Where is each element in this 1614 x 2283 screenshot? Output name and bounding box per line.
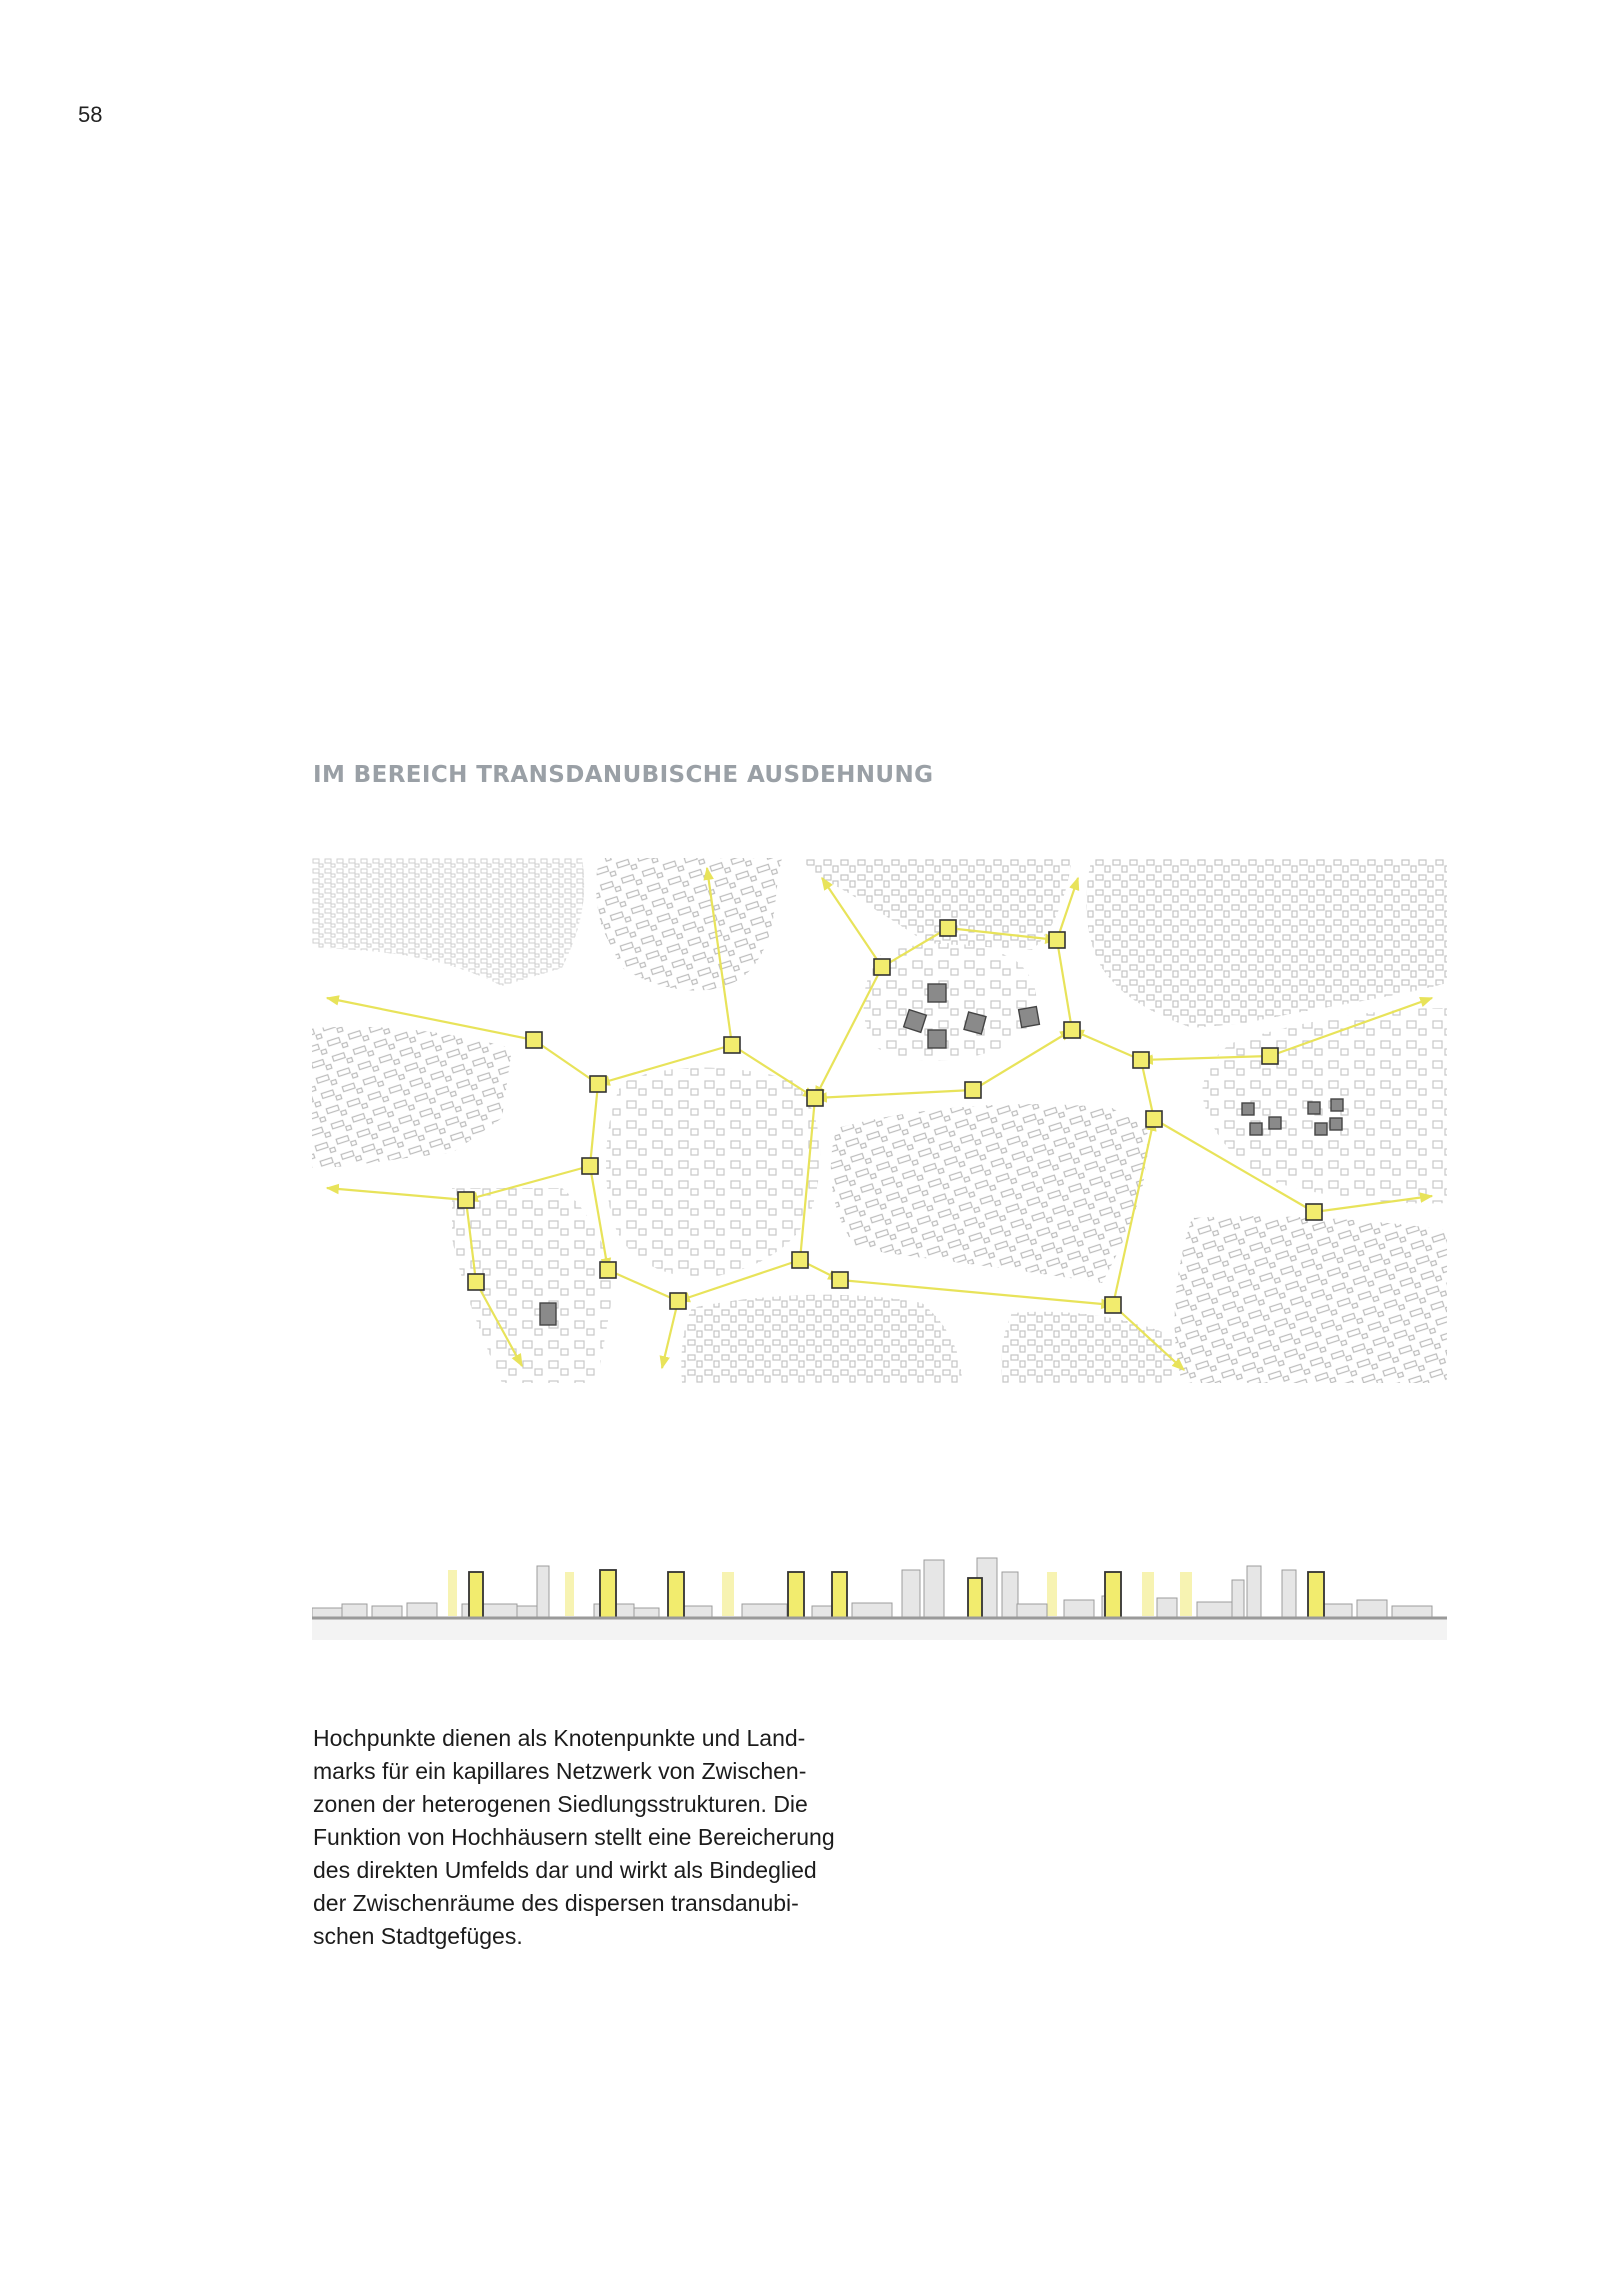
network-plan-figure (312, 858, 1447, 1383)
network-node (670, 1293, 686, 1309)
body-text-line: Funktion von Hochhäusern stellt eine Bereicherung (313, 1824, 835, 1850)
settlement-patch (312, 1027, 512, 1168)
network-link (1057, 940, 1072, 1030)
network-node (582, 1158, 598, 1174)
network-node (526, 1032, 542, 1048)
network-link (1141, 1060, 1154, 1119)
settlement-patch (606, 1068, 820, 1278)
landmark-block (928, 984, 946, 1002)
skyline-shadow (312, 1618, 1447, 1640)
body-text (313, 1722, 873, 1953)
network-link (590, 1084, 598, 1166)
landmark-block (1019, 1007, 1040, 1028)
body-text-line: zonen der heterogenen Siedlungsstrukturen. Die (313, 1791, 808, 1817)
body-text-line: der Zwischenräume des dispersen transdanubi- (313, 1890, 799, 1916)
section-heading: IM BEREICH TRANSDANUBISCHE AUSDEHNUNG (313, 762, 934, 788)
network-node (807, 1090, 823, 1106)
network-link (662, 1301, 678, 1368)
settlement-patch (312, 858, 584, 986)
network-node (468, 1274, 484, 1290)
body-text-line: des direkten Umfelds dar und wirkt als Bindeglied (313, 1857, 817, 1883)
network-node (600, 1262, 616, 1278)
landmark-block (1315, 1123, 1327, 1135)
settlement-patch (596, 858, 782, 991)
network-node (1133, 1052, 1149, 1068)
landmark-block (1242, 1103, 1254, 1115)
settlement-patch (681, 1295, 962, 1383)
network-node (1306, 1204, 1322, 1220)
skyline-section-figure (312, 1500, 1447, 1645)
network-node (590, 1076, 606, 1092)
body-text-line: Hochpunkte dienen als Knotenpunkte und Land- (313, 1725, 806, 1751)
landmark-block (964, 1012, 986, 1034)
network-node (724, 1037, 740, 1053)
landmark-block (1269, 1117, 1281, 1129)
network-link (1072, 1030, 1141, 1060)
network-link (608, 1270, 678, 1301)
landmark-block (1330, 1118, 1342, 1130)
landmark-block (928, 1030, 946, 1048)
body-text-line: schen Stadtgefüges. (313, 1923, 523, 1949)
network-node (1105, 1297, 1121, 1313)
landmark-block (1308, 1102, 1320, 1114)
network-node (1049, 932, 1065, 948)
network-node (965, 1082, 981, 1098)
network-node (1064, 1022, 1080, 1038)
network-node (792, 1252, 808, 1268)
network-node (1146, 1111, 1162, 1127)
network-node (940, 920, 956, 936)
network-link (327, 1188, 466, 1200)
network-node (458, 1192, 474, 1208)
network-node (874, 959, 890, 975)
settlement-patch (831, 1104, 1148, 1283)
network-node (832, 1272, 848, 1288)
settlement-patch (1175, 1216, 1447, 1383)
landmark-block (1331, 1099, 1343, 1111)
landmark-block (540, 1303, 556, 1325)
network-link (815, 1090, 973, 1098)
network-node (1262, 1048, 1278, 1064)
network-link (534, 1040, 598, 1084)
settlement-patch (1001, 1312, 1172, 1383)
body-text-line: marks für ein kapillares Netzwerk von Zwischen- (313, 1758, 807, 1784)
settlement-patch (1086, 858, 1447, 1028)
page-number: 58 (78, 102, 103, 127)
landmark-block (1250, 1123, 1262, 1135)
